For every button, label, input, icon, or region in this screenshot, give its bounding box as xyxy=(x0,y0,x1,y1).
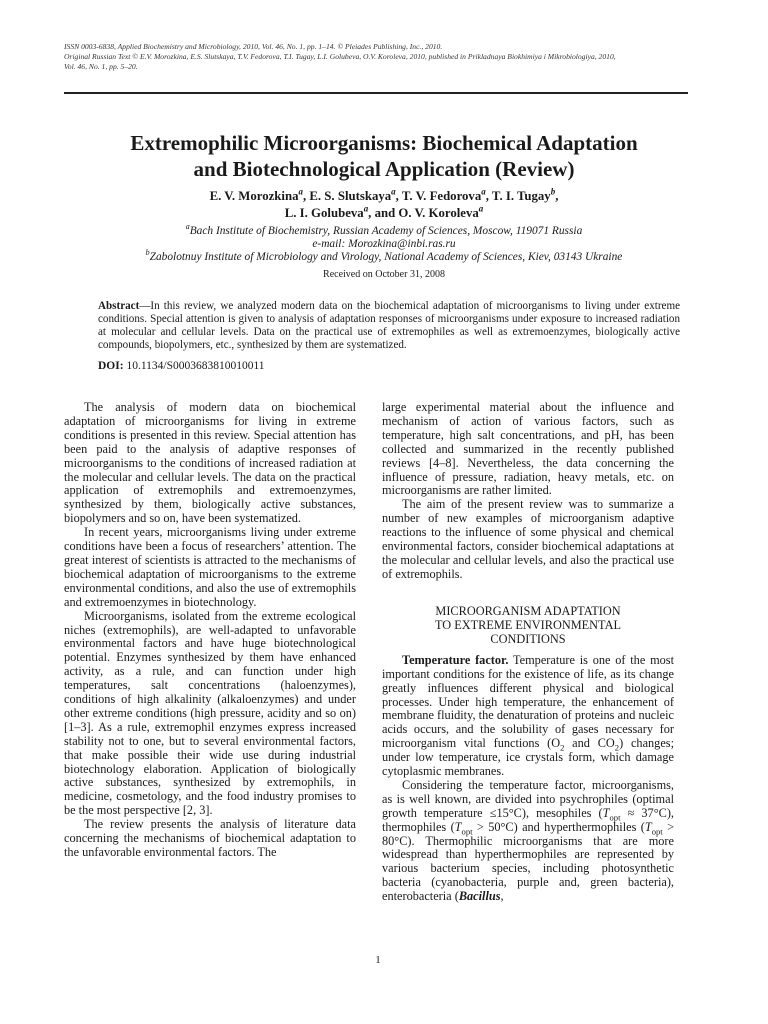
received-date: Received on October 31, 2008 xyxy=(323,269,445,280)
contact-email: e-mail: Morozkina@inbi.ras.ru xyxy=(312,238,456,250)
paragraph: Considering the temperature factor, microorganisms, as is well known, are divided into psychrophiles (optimal growth temperature ≤15°C), mesophiles $(T_{opt} \approx 37^\circ C)$, thermophiles $(T_{opt} > 50^\circ C)$ and hyperthermophiles $(T_{opt} > 80^\circ C)$. Thermophilic microorganisms that are more widespread than hyperthermophiles are represented by various bacterium species, including photosynthetic bacteria (cyanobacteria, purple and, green bacteria), enterobacteria (Bacillus, xyxy=(382,777,675,904)
doi-value: 10.1134/S0003683810010011 xyxy=(123,360,265,372)
paragraph: Temperature factor. Temperature is one of the most important conditions for the existence of life, as its change greatly influences different physical and biological processes. Under high temperature, the enhancement of membrane fluidity, the denaturation of proteins and nucleic acids occurs, and the solubility of gases necessary for microorganism vital functions ($O_2$ and $CO_2$) changes; under low temperature, ice crystals form, which damage cytoplasmic membranes. xyxy=(382,652,674,779)
author-affil-mark: a xyxy=(481,186,486,197)
paragraph: The review presents the analysis of literature data concerning the mechanisms of biochemical adaptation to the unfavorable environmental factors. The xyxy=(64,817,356,859)
body-column-right xyxy=(382,401,674,904)
run-in-heading: Temperature factor. xyxy=(402,652,509,667)
metadata-line: Vol. 46, No. 1, pp. 5–20. xyxy=(64,62,138,71)
paper-title xyxy=(64,130,704,182)
page-number: 1 xyxy=(375,954,381,966)
author: E. S. Slutskaya xyxy=(309,189,392,203)
author-affil-mark: a xyxy=(298,186,303,197)
title-line: and Biotechnological Application (Review) xyxy=(193,157,575,181)
body-column-left xyxy=(64,401,356,860)
section-heading: MICROORGANISM ADAPTATION TO EXTREME ENVIRONMENTAL CONDITIONS xyxy=(435,603,621,646)
author: T. V. Fedorova xyxy=(401,189,482,203)
author: E. V. Morozkina xyxy=(209,189,299,203)
journal-metadata xyxy=(64,42,704,72)
affiliations xyxy=(64,222,704,264)
paragraph: Microorganisms, isolated from the extreme ecological niches (extremophils), are well-adapted to unfavorable environmental factors and have huge biotechnological potential. Enzymes synthesized by them have enhanced activity, as a rule, and can function under high temperatures, salt concentrations (haloenzymes), conditions of high alkalinity (alkaloenzymes) and under other extreme conditions (high pressure, acidity and so on) [1–3]. As a rule, extremophil enzymes express increased stability not to one, but to several environmental factors, that make possible their wide use during industrial biotechnology elaboration. Application of biologically active substances, synthesized by extremophils, in medicine, cosmetology, and the food industry promises to be the most perspective [2, 3]. xyxy=(64,608,356,818)
author: L. I. Golubeva xyxy=(284,206,364,220)
author-affil-mark: a xyxy=(363,203,369,214)
author-list: E. V. Morozkina$^a$, E. S. Slutskaya$^a$, T. V. Fedorova$^a$, T. I. Tugay$^b$, L. I. Golubeva$^a$, and O. V. Koroleva$^a$ xyxy=(209,186,559,220)
doi-label: DOI: xyxy=(98,360,124,372)
paragraph: In recent years, microorganisms living under extreme conditions have been a focus of researchers’ attention. The great interest of scientists is attracted to the mechanisms of biochemical adaptation of microorganisms to the extreme environmental conditions, and also the use of extremophils and extremoenzymes in biotechnology. xyxy=(64,525,356,609)
affiliation-a: Bach Institute of Biochemistry, Russian Academy of Sciences, Moscow, 119071 Russia xyxy=(189,225,583,237)
affil-mark: a xyxy=(185,222,190,232)
paragraph: large experimental material about the influence and mechanism of action of various factors, such as temperature, high salt concentrations, and pH, has been collected and summarized in the recently published reviews [4–8]. Nevertheless, the data concerning the influence of pressure, radiation, heavy metals, etc. on microorganisms are rather limited. xyxy=(382,400,674,498)
paragraph: The aim of the present review was to summarize a number of new examples of microorganism adaptive reactions to the influence of some physical and chemical environmental factors, consider biochemical adaptations at the molecular and cellular levels, and also the practical use of extremophils. xyxy=(382,497,674,581)
header-divider xyxy=(64,92,688,94)
author-affil-mark: b xyxy=(550,186,556,197)
doi xyxy=(98,359,680,373)
affiliation-b: Zabolotnuy Institute of Microbiology and Virology, National Academy of Sciences, Kiev, 03143 Ukraine xyxy=(149,251,623,263)
metadata-line: Original Russian Text © E.V. Morozkina, E.S. Slutskaya, T.V. Fedorova, T.I. Tugay, L.I. Golubeva, O.V. Koroleva, 2010, published in Prikladnaya Biokhimiya i Mikrobiologiya, 2010, xyxy=(64,52,616,61)
author: O. V. Koroleva xyxy=(398,206,479,220)
abstract-text: In this review, we analyzed modern data on the biochemical adaptation of microorganisms to living under extreme conditions. Special attention is given to analysis of adaptation responses of microorganisms under exposure to increased radiation at molecular and cellular levels. Data on the practical use of extremophiles as well as extremoenzymes, biologically active compounds, biopolymers, etc., synthesized by them are systematized. xyxy=(98,300,680,351)
author: T. I. Tugay xyxy=(491,189,551,203)
title-line: Extremophilic Microorganisms: Biochemical Adaptation xyxy=(130,131,638,155)
author-affil-mark: a xyxy=(478,203,484,214)
abstract-label: Abstract xyxy=(98,300,140,312)
metadata-line: ISSN 0003-6838, Applied Biochemistry and Microbiology, 2010, Vol. 46, No. 1, pp. 1–14. © Pleiades Publishing, Inc., 2010. xyxy=(64,42,443,51)
abstract: Abstract—In this review, we analyzed modern data on the biochemical adaptation of microorganisms to living under extreme conditions. Special attention is given to analysis of adaptation responses of microorganisms under exposure to increased radiation at molecular and cellular levels. Data on the practical use of extremophiles as well as extremoenzymes, biologically active compounds, biopolymers, etc., synthesized by them are systematized. xyxy=(98,300,680,351)
affil-mark: b xyxy=(145,248,150,258)
author-affil-mark: a xyxy=(391,186,396,197)
paragraph: The analysis of modern data on biochemical adaptation of microorganisms for living in extreme conditions is presented in this review. Special attention has been paid to the analysis of adaptive responses of microorganisms to the conditions of increased radiation at the molecular and cellular levels. The data on the practical application of extremophils and extremoenzymes, synthesized by them, biologically active substances, biopolymers and so on, have been systematized. xyxy=(64,400,356,526)
